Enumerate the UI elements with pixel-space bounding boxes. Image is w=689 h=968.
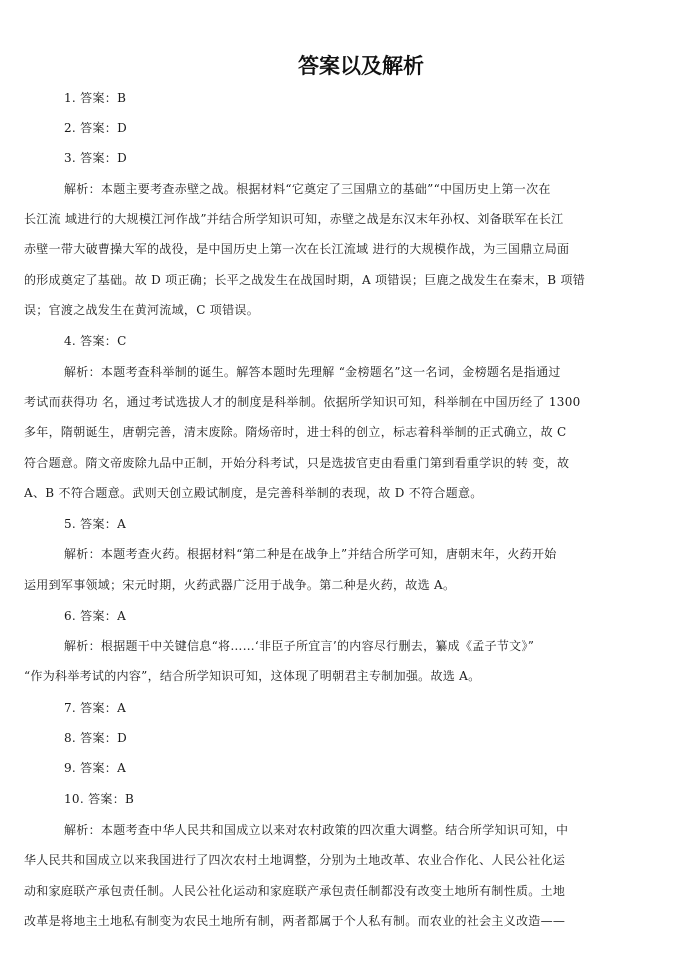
answer-line: 9. 答案：A <box>64 761 127 775</box>
explanation-line: 符合题意。隋文帝废除九品中正制，开始分科考试，只是选拔官吏由看重门第到看重学识的转 变，故 <box>24 456 570 470</box>
explanation-line: 改革是将地主土地私有制变为农民土地所有制，两者都属于个人私有制。而农业的社会主义改造—— <box>24 914 566 928</box>
explanation-line: 误；官渡之战发生在黄河流域，C 项错误。 <box>24 303 259 317</box>
answer-line: 2. 答案：D <box>64 121 127 135</box>
explanation-line: 解析：本题考查中华人民共和国成立以来对农村政策的四次重大调整。结合所学知识可知，中 <box>64 823 569 837</box>
explanation-line: 的形成奠定了基础。故 D 项正确；长平之战发生在战国时期，A 项错误；巨鹿之战发生在秦末，B 项错 <box>24 273 586 287</box>
answer-line: 4. 答案：C <box>64 334 127 348</box>
explanation-line: 运用到军事领域；宋元时期，火药武器广泛用于战争。第二种是火药，故选 A。 <box>24 578 456 592</box>
explanation-line: 华人民共和国成立以来我国进行了四次农村土地调整，分别为土地改革、农业合作化、人民公社化运 <box>24 853 566 867</box>
explanation-line: 解析：本题主要考查赤壁之战。根据材料“它奠定了三国鼎立的基础”“中国历史上第一次在 <box>64 182 551 196</box>
explanation-line: 考试而获得功 名，通过考试选拔人才的制度是科举制。依据所学知识可知，科举制在中国历经了 1300 <box>24 395 581 409</box>
explanation-line: 赤壁一带大破曹操大军的战役，是中国历史上第一次在长江流域 进行的大规模作战，为三国鼎立局面 <box>24 242 570 256</box>
explanation-line: 长江流 域进行的大规模江河作战”并结合所学知识可知，赤壁之战是东汉末年孙权、刘备联军在长江 <box>24 212 564 226</box>
answer-line: 5. 答案：A <box>64 517 127 531</box>
explanation-line: 动和家庭联产承包责任制。人民公社化运动和家庭联产承包责任制都没有改变土地所有制性质。土地 <box>24 884 566 898</box>
explanation-line: 解析：本题考查科举制的诞生。解答本题时先理解 “金榜题名”这一名词，金榜题名是指通过 <box>64 365 561 379</box>
answer-line: 8. 答案：D <box>64 731 127 745</box>
page-title: 答案以及解析 <box>298 54 424 78</box>
explanation-line: 解析：本题考查火药。根据材料“第二种是在战争上”并结合所学可知，唐朝末年，火药开始 <box>64 547 557 561</box>
answer-line: 10. 答案：B <box>64 792 135 806</box>
answer-line: 6. 答案：A <box>64 609 127 623</box>
answer-line: 1. 答案：B <box>64 91 127 105</box>
explanation-line: 解析：根据题干中关键信息“将……‘非臣子所宜言’的内容尽行删去，纂成《孟子节文》” <box>64 639 535 653</box>
explanation-line: “作为科举考试的内容”，结合所学知识可知，这体现了明朝君主专制加强。故选 A。 <box>24 669 481 683</box>
explanation-line: A、B 不符合题意。武则天创立殿试制度，是完善科举制的表现，故 D 不符合题意。 <box>24 486 483 500</box>
explanation-line: 多年，隋朝诞生，唐朝完善，清末废除。隋炀帝时，进士科的创立，标志着科举制的正式确立，故 C <box>24 425 567 439</box>
answer-line: 3. 答案：D <box>64 151 127 165</box>
answer-line: 7. 答案：A <box>64 701 127 715</box>
